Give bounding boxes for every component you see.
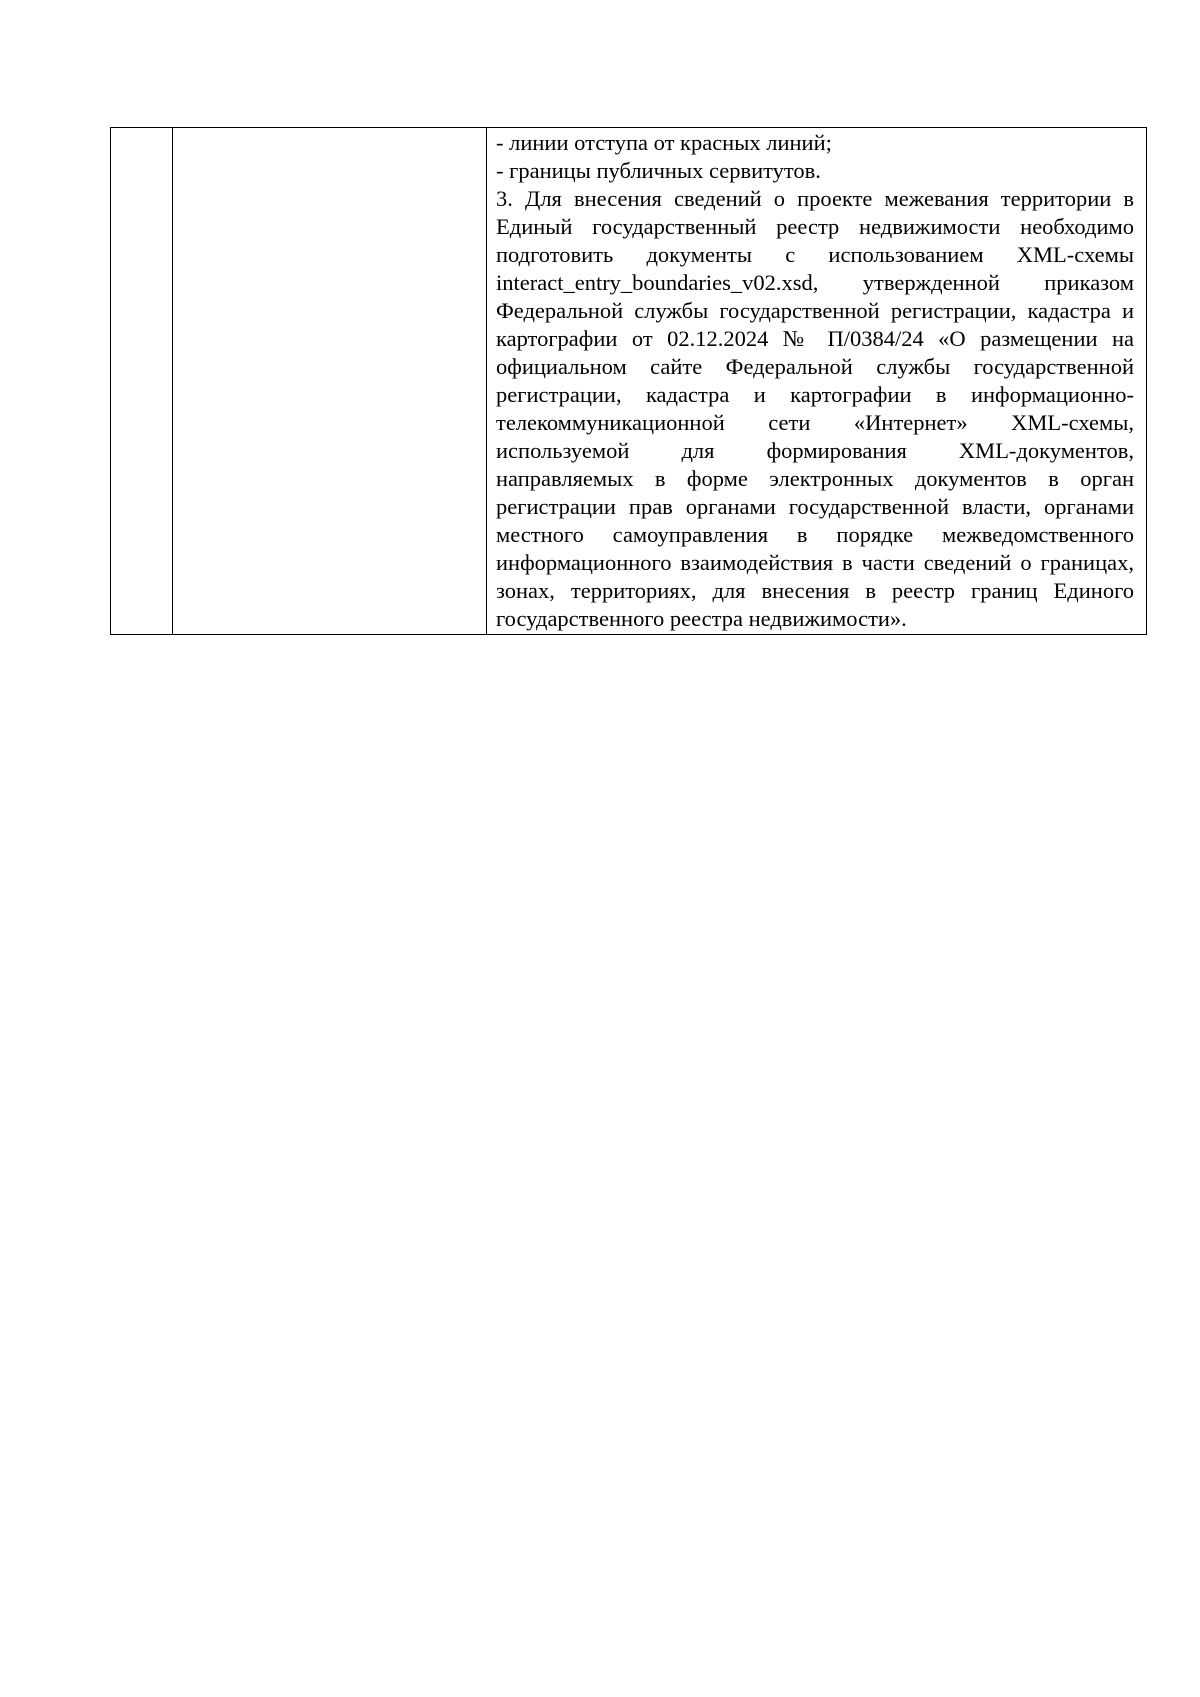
- document-table: [110, 127, 1147, 635]
- cell-content: [487, 128, 1147, 635]
- content-line-1: - линии отступа от красных линий;: [496, 130, 832, 155]
- cell-name: [173, 128, 487, 635]
- content-paragraph-3: 3. Для внесения сведений о проекте межевания территории в Единый государственный реестр недвижимости необходимо подготовить документы с использованием XML-схемы interact_entry_boundaries_v02.xsd, утвержденной приказом Федеральной службы государственной регистрации, кадастра и картографии от 02.12.2024 № П/0384/24 «О размещении на официальном сайте Федеральной службы государственной регистрации, кадастра и картографии в информационно-телекоммуникационной сети «Интернет» XML-схемы, используемой для формирования XML-документов, направляемых в форме электронных документов в орган регистрации прав органами государственной власти, органами местного самоуправления в порядке межведомственного информационного взаимодействия в части сведений о границах, зонах, территориях, для внесения в реестр границ Единого государственного реестра недвижимости».: [496, 186, 1134, 631]
- cell-content-text: [487, 128, 1146, 634]
- table-row: [111, 128, 1147, 635]
- cell-number: [111, 128, 173, 635]
- content-line-2: - границы публичных сервитутов.: [496, 158, 821, 183]
